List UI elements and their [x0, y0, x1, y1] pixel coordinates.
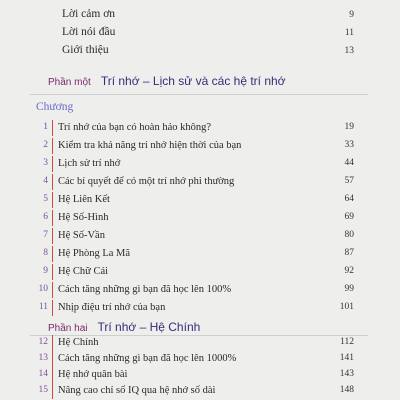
chapter-rule	[52, 351, 53, 367]
chapter-number: 6	[43, 212, 48, 222]
chapter-number: 5	[43, 194, 48, 204]
chapter-number: 14	[38, 369, 48, 379]
chapter-row	[0, 302, 400, 317]
chapter-row	[0, 122, 400, 137]
chapter-title: Hệ Số-Vần	[58, 230, 105, 241]
chapter-title: Lịch sử trí nhớ	[58, 158, 121, 169]
part-two-title: Trí nhớ – Hệ Chính	[97, 320, 201, 334]
chapter-row	[0, 176, 400, 191]
chapter-rule	[52, 300, 53, 316]
chapter-rule	[52, 228, 53, 244]
chapter-title: Kiểm tra khả năng trí nhớ hiện thời của bạn	[58, 140, 242, 151]
chapter-rule	[52, 192, 53, 208]
chapter-title: Cách tăng những gì bạn đã học lên 1000%	[58, 353, 237, 364]
divider	[30, 94, 368, 95]
chapter-page: 80	[344, 230, 354, 240]
chapter-number: 4	[43, 176, 48, 186]
chapter-row	[0, 194, 400, 209]
chapter-number: 8	[43, 248, 48, 258]
chapter-number: 9	[43, 266, 48, 276]
chapter-rule	[52, 264, 53, 280]
chapter-page: 143	[339, 369, 354, 379]
chapter-title: Trí nhớ của bạn có hoàn hảo không?	[58, 122, 212, 133]
divider	[30, 335, 368, 336]
chapter-title: Hệ Phòng La Mã	[58, 248, 131, 259]
chapter-rule	[52, 120, 53, 136]
chapter-row	[0, 385, 400, 400]
chapter-rule	[52, 383, 53, 399]
chapter-page: 112	[340, 337, 354, 347]
chapter-row	[0, 284, 400, 299]
part-two-header	[48, 318, 200, 336]
chapter-row	[0, 140, 400, 155]
chapter-title: Hệ Chính	[58, 337, 99, 348]
chapter-title: Hệ Liên Kết	[58, 194, 110, 205]
chapter-page: 92	[344, 266, 354, 276]
chapter-row	[0, 212, 400, 227]
chapter-title: Hệ Số-Hình	[58, 212, 109, 223]
front-page-acknowledgements: 9	[349, 10, 354, 20]
chapter-page: 57	[344, 176, 354, 186]
chapter-row	[0, 230, 400, 245]
chapter-page: 148	[339, 385, 354, 395]
front-item-preface: Lời nói đầu	[62, 26, 116, 38]
front-item-introduction: Giới thiệu	[62, 44, 109, 56]
chapter-number: 3	[43, 158, 48, 168]
chapter-row	[0, 248, 400, 263]
chapter-row	[0, 158, 400, 173]
chapter-title: Hệ nhớ quân bài	[58, 369, 128, 380]
front-item-acknowledgements: Lời cảm ơn	[62, 8, 116, 20]
chapter-title: Cách tăng những gì bạn đã học lên 100%	[58, 284, 232, 295]
part-one-header	[48, 72, 286, 90]
chapter-rule	[52, 138, 53, 154]
chapter-page: 101	[339, 302, 354, 312]
chapter-number: 11	[38, 302, 48, 312]
chapter-number: 7	[43, 230, 48, 240]
chapter-page: 87	[344, 248, 354, 258]
chapter-row	[0, 369, 400, 384]
chapter-page: 99	[344, 284, 354, 294]
chapter-heading: Chương	[36, 101, 74, 113]
chapter-title: Các bí quyết để có một trí nhớ phi thường	[58, 176, 235, 187]
chapter-number: 10	[38, 284, 48, 294]
chapter-rule	[52, 282, 53, 298]
chapter-row	[0, 337, 400, 352]
front-page-introduction: 13	[344, 46, 354, 56]
chapter-title: Nhịp điệu trí nhớ của bạn	[58, 302, 166, 313]
chapter-rule	[52, 367, 53, 383]
chapter-number: 13	[38, 353, 48, 363]
chapter-row	[0, 266, 400, 281]
chapter-rule	[52, 156, 53, 172]
front-page-preface: 11	[344, 28, 354, 38]
chapter-title: Nâng cao chỉ số IQ qua hệ nhớ số dài	[58, 385, 216, 396]
chapter-rule	[52, 335, 53, 351]
chapter-row	[0, 353, 400, 368]
chapter-page: 69	[344, 212, 354, 222]
chapter-page: 33	[344, 140, 354, 150]
part-one-label: Phần một	[48, 77, 91, 88]
chapter-page: 19	[344, 122, 354, 132]
chapter-page: 44	[344, 158, 354, 168]
chapter-rule	[52, 210, 53, 226]
chapter-page: 141	[339, 353, 354, 363]
part-one-title: Trí nhớ – Lịch sử và các hệ trí nhớ	[100, 74, 286, 88]
chapter-number: 1	[43, 122, 48, 132]
chapter-rule	[52, 246, 53, 262]
chapter-number: 15	[38, 385, 48, 395]
chapter-number: 12	[38, 337, 48, 347]
part-two-label: Phần hai	[48, 323, 88, 334]
chapter-rule	[52, 174, 53, 190]
chapter-title: Hệ Chữ Cái	[58, 266, 109, 277]
chapter-page: 64	[344, 194, 354, 204]
chapter-number: 2	[43, 140, 48, 150]
